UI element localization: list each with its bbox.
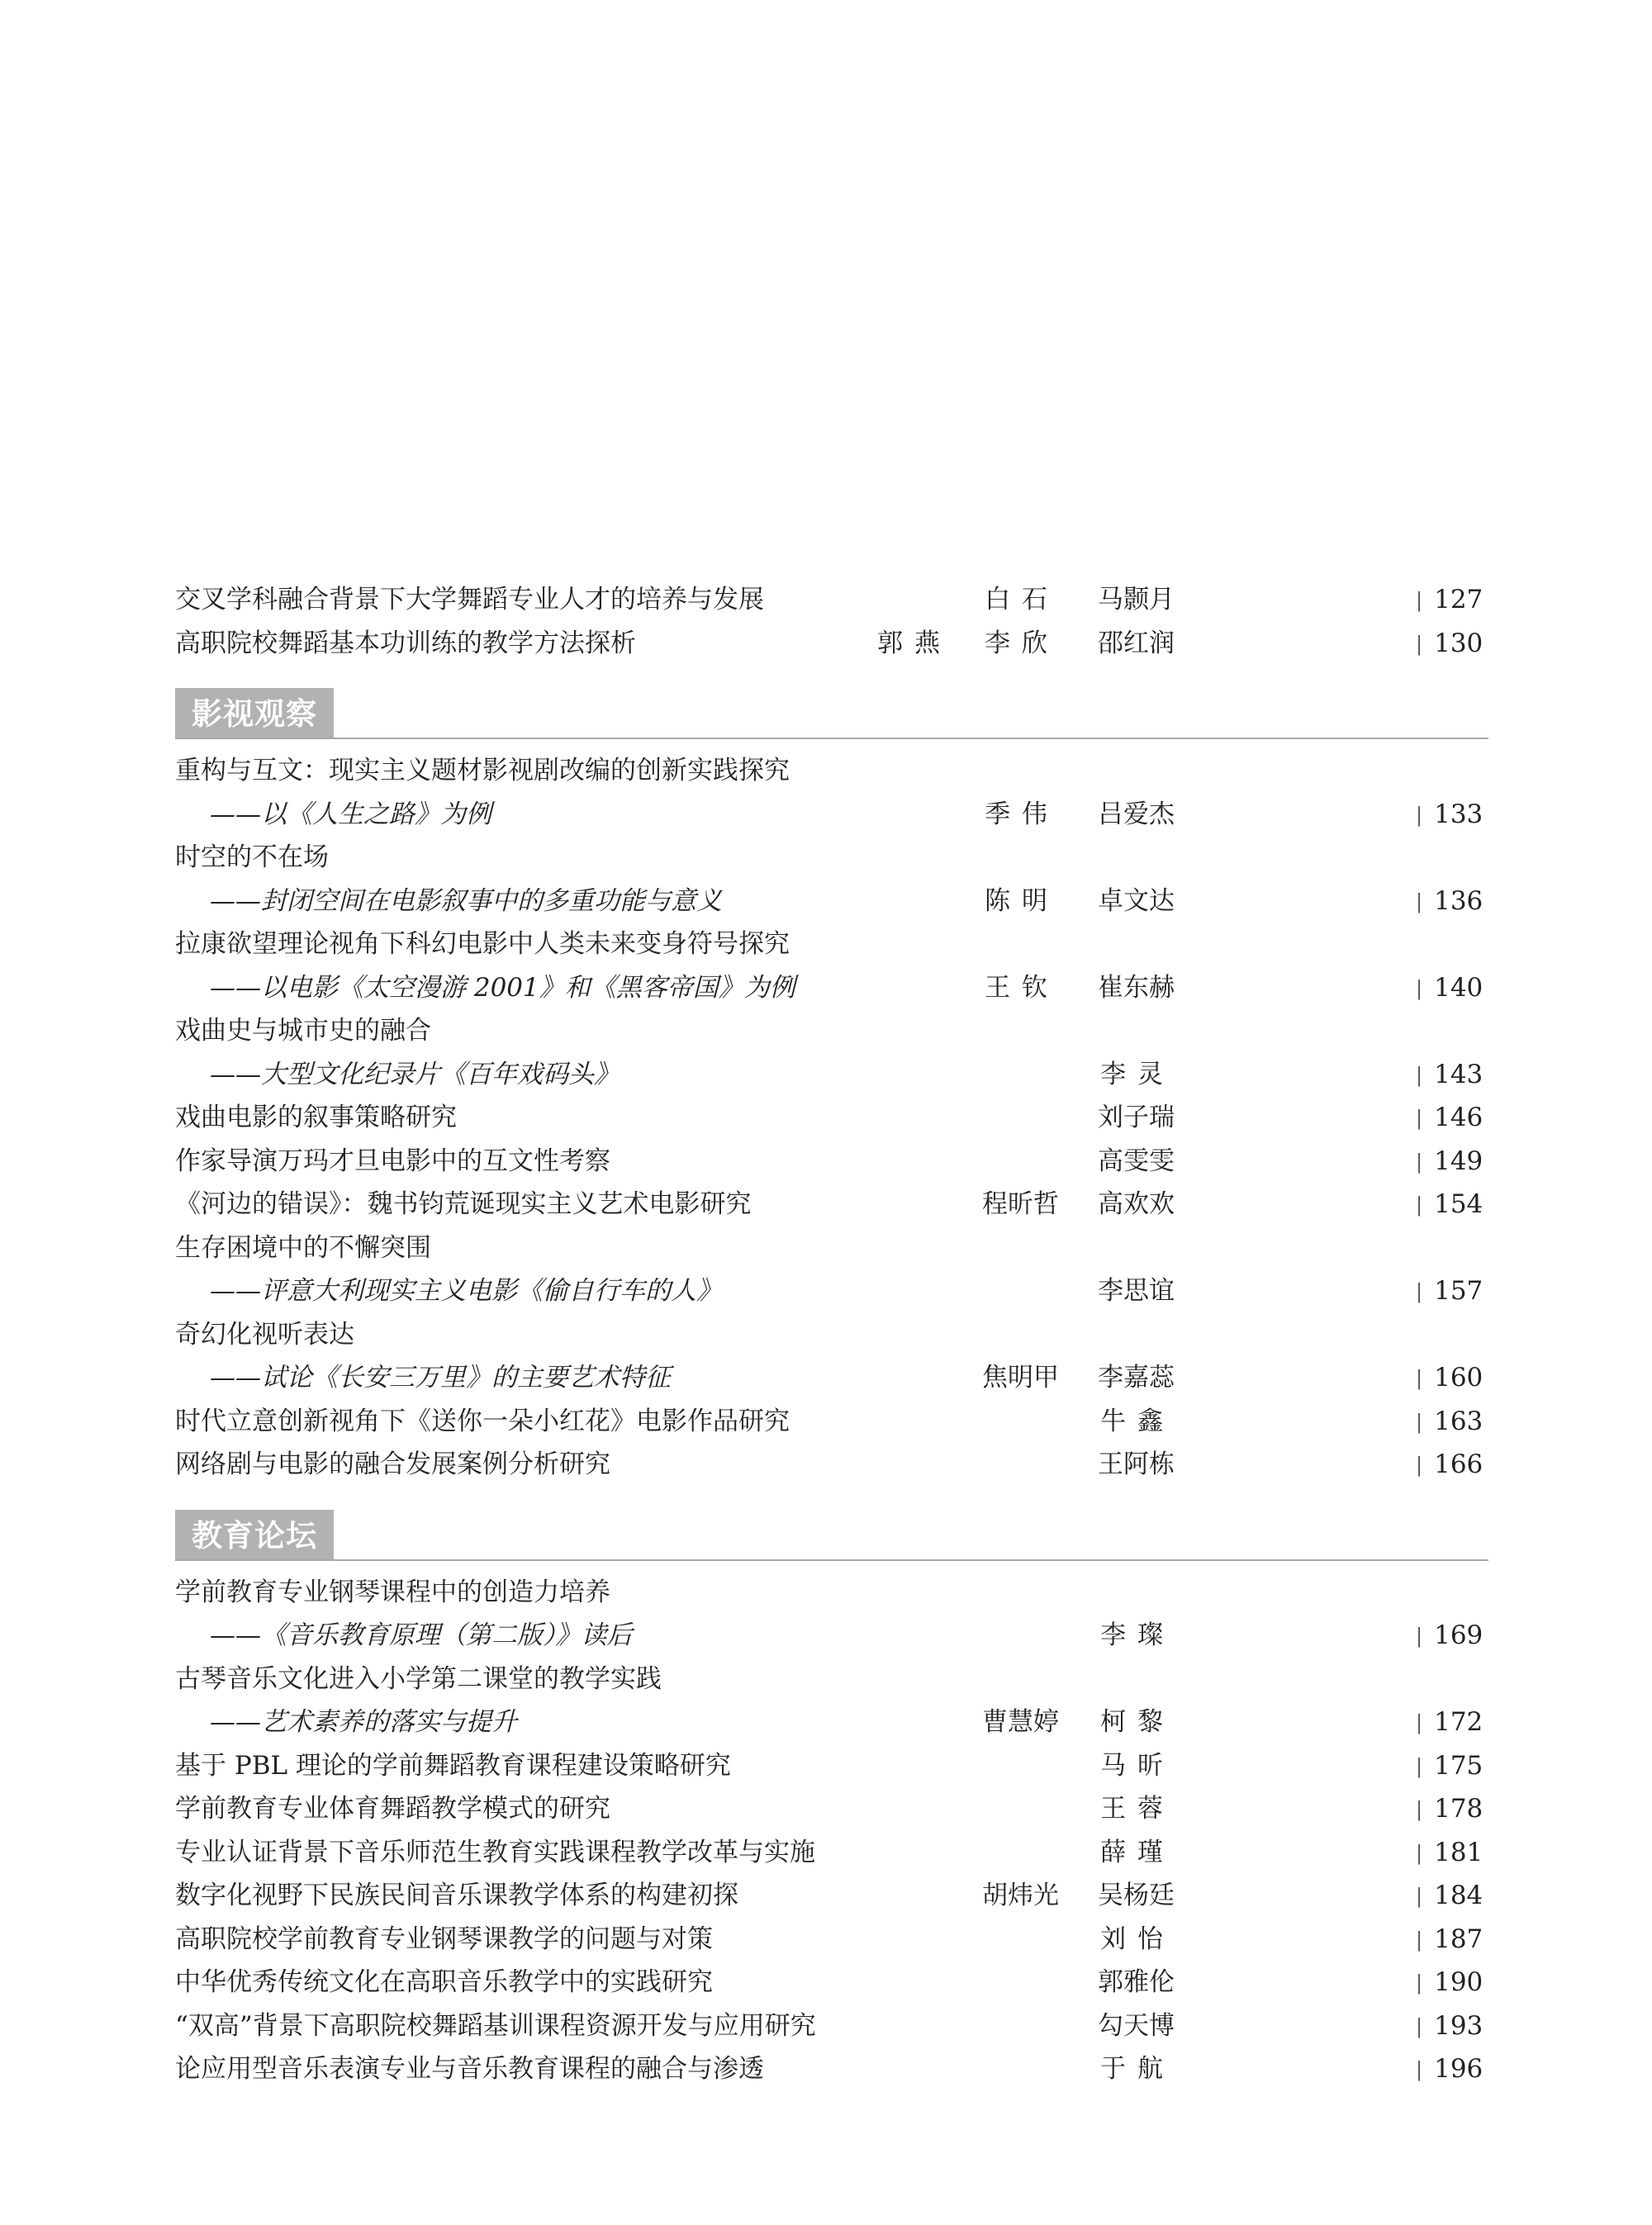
page-separator-bar: | <box>1416 1971 1423 1995</box>
toc-entry-title-row <box>175 1744 1497 1788</box>
entry-title: 奇幻化视听表达 <box>175 1319 354 1350</box>
entry-author: 刘子瑞 <box>1098 1103 1175 1132</box>
entry-subtitle: ——大型文化纪录片《百年戏码头》 <box>210 1059 620 1089</box>
entry-author: 李灵 <box>1100 1059 1175 1089</box>
entry-title: 古琴音乐文化进入小学第二课堂的教学实践 <box>175 1663 662 1694</box>
toc-entry-title-row <box>175 1226 1497 1270</box>
entry-title: 高职院校舞蹈基本功训练的教学方法探析 <box>175 628 636 658</box>
entry-author: 马昕 <box>1100 1750 1175 1781</box>
entry-page-number <box>1416 1874 1483 1919</box>
entry-page-number <box>1416 1096 1483 1141</box>
entry-author: 白石 <box>985 585 1059 614</box>
entry-page-number <box>1416 880 1483 924</box>
entry-page-number <box>1416 1269 1483 1314</box>
toc-entry-title-row <box>175 578 1497 622</box>
toc-entry-title-row <box>175 2047 1497 2091</box>
entry-title: 交叉学科融合背景下大学舞蹈专业人才的培养与发展 <box>175 585 764 614</box>
entry-author: 李欣 <box>985 628 1059 658</box>
toc-entry-title-row <box>175 836 1497 880</box>
entry-page-number <box>1416 1961 1483 2005</box>
toc-entry-title-row <box>175 2004 1497 2048</box>
toc-entry-subtitle-row <box>175 793 1497 837</box>
entry-title: 重构与互文：现实主义题材影视剧改编的创新实践探究 <box>175 756 790 785</box>
entry-author: 柯黎 <box>1100 1707 1175 1737</box>
page-number-text: 130 <box>1434 628 1483 658</box>
toc-entry-title-row <box>175 1140 1497 1184</box>
page-number-text: 146 <box>1434 1103 1483 1132</box>
entry-page-number <box>1416 1918 1483 1962</box>
toc-entry-title-row <box>175 749 1497 793</box>
entry-author: 崔东赫 <box>1098 972 1175 1003</box>
entry-author: 吕爱杰 <box>1098 799 1175 829</box>
entry-author: 于航 <box>1100 2054 1175 2084</box>
entry-author: 卓文达 <box>1098 885 1175 916</box>
entry-title: 高职院校学前教育专业钢琴课教学的问题与对策 <box>175 1924 713 1954</box>
entry-title: 专业认证背景下音乐师范生教育实践课程教学改革与实施 <box>175 1837 815 1867</box>
page-number-text: 160 <box>1434 1363 1483 1392</box>
page-number-text: 184 <box>1434 1881 1483 1910</box>
toc-entry-title-row <box>175 1787 1497 1831</box>
entry-title: 戏曲史与城市史的融合 <box>175 1016 431 1046</box>
entry-page-number <box>1416 793 1483 837</box>
page-number-text: 187 <box>1434 1924 1483 1954</box>
entry-page-number <box>1416 1183 1483 1227</box>
entry-page-number <box>1416 2047 1483 2092</box>
page-number-text: 169 <box>1434 1620 1483 1650</box>
page-number-text: 178 <box>1434 1794 1483 1824</box>
toc-entry-title-row <box>175 1443 1497 1487</box>
toc-entry-title-row <box>175 1400 1497 1444</box>
table-of-contents <box>175 578 1497 2091</box>
entry-title: “双高”背景下高职院校舞蹈基训课程资源开发与应用研究 <box>175 2010 816 2041</box>
entry-author: 李嘉蕊 <box>1098 1363 1175 1392</box>
section-heading <box>175 688 1497 742</box>
section-heading <box>175 1510 1497 1564</box>
page-number-text: 181 <box>1434 1837 1483 1867</box>
page-separator-bar: | <box>1416 1063 1423 1087</box>
entry-page-number <box>1416 578 1483 623</box>
entry-author: 郭燕 <box>877 628 952 658</box>
entry-title: 拉康欲望理论视角下科幻电影中人类未来变身符号探究 <box>175 929 790 959</box>
page-number-text: 193 <box>1434 2010 1483 2041</box>
section-divider <box>175 1559 1488 1561</box>
toc-entry-title-row <box>175 1831 1497 1875</box>
page-separator-bar: | <box>1416 976 1423 1000</box>
entry-author: 郭雅伦 <box>1098 1967 1175 1997</box>
page-separator-bar: | <box>1416 1454 1423 1478</box>
section-label: 影视观察 <box>175 688 334 739</box>
page-separator-bar: | <box>1416 1280 1423 1304</box>
entry-page-number <box>1416 1701 1483 1745</box>
entry-author: 程昕哲 <box>982 1189 1059 1219</box>
toc-entry-title-row <box>175 1961 1497 2004</box>
entry-author: 王钦 <box>985 972 1059 1003</box>
page-separator-bar: | <box>1416 1928 1423 1952</box>
page-separator-bar: | <box>1416 2014 1423 2038</box>
entry-page-number <box>1416 1356 1483 1401</box>
entry-page-number <box>1416 1400 1483 1445</box>
entry-author: 牛鑫 <box>1100 1406 1175 1436</box>
toc-entry-subtitle-row <box>175 1701 1497 1744</box>
page-separator-bar: | <box>1416 890 1423 913</box>
entry-page-number <box>1416 1614 1483 1658</box>
entry-title: 戏曲电影的叙事策略研究 <box>175 1103 457 1132</box>
page-separator-bar: | <box>1416 2058 1423 2082</box>
toc-entry-title-row <box>175 1658 1497 1701</box>
entry-title: 《河边的错误》：魏书钧荒诞现实主义艺术电影研究 <box>175 1189 752 1219</box>
page-separator-bar: | <box>1416 1150 1423 1174</box>
entry-title: 生存困境中的不懈突围 <box>175 1232 431 1263</box>
entry-title: 时代立意创新视角下《送你一朵小红花》电影作品研究 <box>175 1406 790 1436</box>
entry-author: 胡炜光 <box>982 1881 1059 1910</box>
entry-page-number <box>1416 1140 1483 1184</box>
toc-entry-title-row <box>175 1009 1497 1053</box>
entry-author: 李璨 <box>1100 1620 1175 1650</box>
entry-author: 吴杨廷 <box>1098 1881 1175 1910</box>
toc-entry-title-row <box>175 1096 1497 1140</box>
section-divider <box>175 738 1488 739</box>
page-number-text: 166 <box>1434 1449 1483 1479</box>
page-number-text: 163 <box>1434 1406 1483 1436</box>
page-number-text: 133 <box>1434 799 1483 829</box>
entry-subtitle: ——封闭空间在电影叙事中的多重功能与意义 <box>210 885 722 916</box>
page-number-text: 140 <box>1434 972 1483 1003</box>
entry-subtitle: ——艺术素养的落实与提升 <box>210 1707 517 1737</box>
toc-entry-subtitle-row <box>175 880 1497 923</box>
page-number-text: 143 <box>1434 1059 1483 1089</box>
entry-page-number <box>1416 1053 1483 1098</box>
entry-title: 论应用型音乐表演专业与音乐教育课程的融合与渗透 <box>175 2054 764 2084</box>
section-label: 教育论坛 <box>175 1510 334 1561</box>
entry-author: 勾天博 <box>1098 2010 1175 2041</box>
entry-title: 网络剧与电影的融合发展案例分析研究 <box>175 1449 610 1479</box>
page-separator-bar: | <box>1416 1885 1423 1909</box>
page-number-text: 136 <box>1434 885 1483 916</box>
entry-page-number <box>1416 1744 1483 1789</box>
toc-entry-subtitle-row <box>175 1356 1497 1400</box>
entry-author: 王蓉 <box>1100 1794 1175 1824</box>
toc-entry-subtitle-row <box>175 1269 1497 1313</box>
entry-author: 季伟 <box>985 799 1059 829</box>
toc-entry-subtitle-row <box>175 1614 1497 1658</box>
toc-entry-subtitle-row <box>175 966 1497 1010</box>
entry-page-number <box>1416 966 1483 1011</box>
entry-author: 高欢欢 <box>1098 1189 1175 1219</box>
page-separator-bar: | <box>1416 1367 1423 1391</box>
toc-entry-title-row <box>175 1874 1497 1918</box>
entry-author: 高雯雯 <box>1098 1146 1175 1176</box>
page-separator-bar: | <box>1416 1754 1423 1778</box>
page-number-text: 196 <box>1434 2054 1483 2084</box>
entry-author: 陈明 <box>985 885 1059 916</box>
entry-author: 刘怡 <box>1100 1924 1175 1954</box>
toc-entry-title-row <box>175 622 1497 666</box>
entry-author: 薛瑾 <box>1100 1837 1175 1867</box>
entry-title: 时空的不在场 <box>175 842 329 872</box>
toc-entry-title-row <box>175 1918 1497 1962</box>
page-number-text: 190 <box>1434 1967 1483 1997</box>
page-number-text: 172 <box>1434 1707 1483 1737</box>
entry-page-number <box>1416 622 1483 667</box>
entry-title: 学前教育专业体育舞蹈教学模式的研究 <box>175 1794 610 1824</box>
entry-page-number <box>1416 1831 1483 1876</box>
entry-author: 王阿栋 <box>1098 1449 1175 1479</box>
entry-author: 马颢月 <box>1098 585 1175 614</box>
page-separator-bar: | <box>1416 1193 1423 1217</box>
page-separator-bar: | <box>1416 1841 1423 1865</box>
page-separator-bar: | <box>1416 1410 1423 1434</box>
entry-subtitle: ——试论《长安三万里》的主要艺术特征 <box>210 1363 671 1392</box>
page-number-text: 157 <box>1434 1276 1483 1306</box>
entry-subtitle: ——以电影《太空漫游 2001》和《黑客帝国》为例 <box>210 972 795 1003</box>
page-separator-bar: | <box>1416 1711 1423 1735</box>
toc-entry-title-row <box>175 923 1497 966</box>
entry-page-number <box>1416 1787 1483 1832</box>
entry-author: 曹慧婷 <box>982 1707 1059 1737</box>
entry-title: 学前教育专业钢琴课程中的创造力培养 <box>175 1577 610 1607</box>
entry-title: 中华优秀传统文化在高职音乐教学中的实践研究 <box>175 1967 713 1997</box>
page-number-text: 127 <box>1434 585 1483 614</box>
page-separator-bar: | <box>1416 803 1423 827</box>
entry-page-number <box>1416 1443 1483 1487</box>
page-separator-bar: | <box>1416 632 1423 656</box>
entry-author: 邵红润 <box>1098 628 1175 658</box>
entry-author: 焦明甲 <box>982 1363 1059 1392</box>
entry-title: 基于 PBL 理论的学前舞蹈教育课程建设策略研究 <box>175 1750 731 1781</box>
page-number-text: 175 <box>1434 1750 1483 1781</box>
toc-entry-title-row <box>175 1571 1497 1615</box>
entry-subtitle: ——评意大利现实主义电影《偷自行车的人》 <box>210 1276 722 1306</box>
page-separator-bar: | <box>1416 1107 1423 1131</box>
toc-entry-title-row <box>175 1313 1497 1357</box>
page-number-text: 149 <box>1434 1146 1483 1176</box>
page-separator-bar: | <box>1416 589 1423 613</box>
page-separator-bar: | <box>1416 1798 1423 1822</box>
entry-author: 李思谊 <box>1098 1276 1175 1306</box>
entry-subtitle: ——《音乐教育原理（第二版）》读后 <box>210 1620 633 1650</box>
page-separator-bar: | <box>1416 1625 1423 1649</box>
entry-subtitle: ——以《人生之路》为例 <box>210 799 491 829</box>
entry-title: 数字化视野下民族民间音乐课教学体系的构建初探 <box>175 1881 738 1910</box>
toc-entry-subtitle-row <box>175 1053 1497 1097</box>
entry-page-number <box>1416 2004 1483 2049</box>
toc-entry-title-row <box>175 1183 1497 1226</box>
entry-title: 作家导演万玛才旦电影中的互文性考察 <box>175 1146 610 1176</box>
page-number-text: 154 <box>1434 1189 1483 1219</box>
